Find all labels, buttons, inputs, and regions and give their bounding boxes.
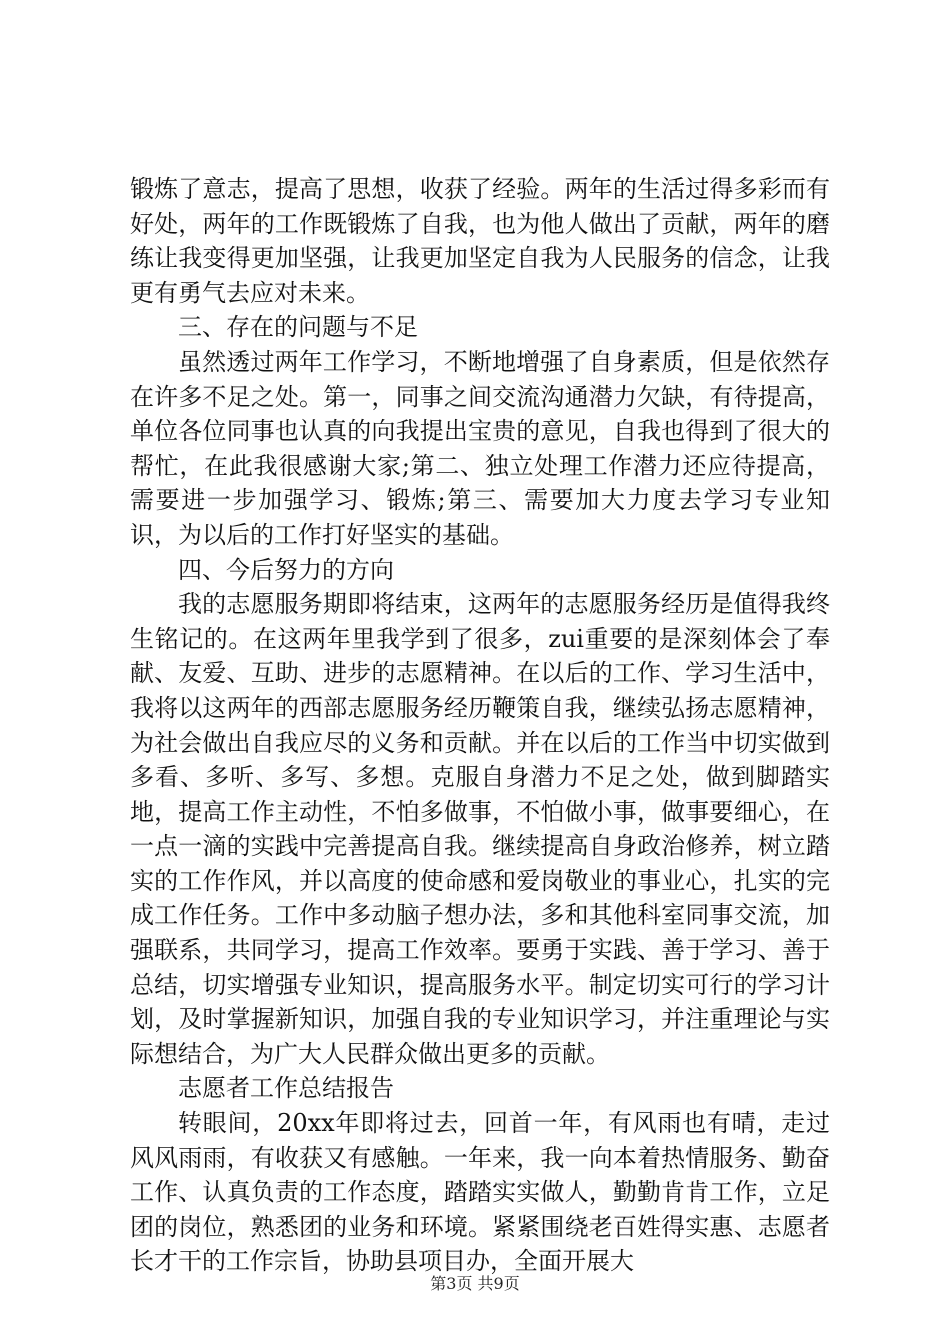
paragraph-report-intro: 转眼间，20xx年即将过去，回首一年，有风雨也有晴，走过风风雨雨，有收获又有感触。一年来，我一向本着热情服务、勤奋工作、认真负责的工作态度，踏踏实实做人，勤勤肯肯工作，立足团的岗位，熟悉团的业务和环境。紧紧围绕老百姓得实惠、志愿者长才干的工作宗旨，协助县项目办，全面开展大 [130, 1109, 830, 1276]
paragraph-continuation: 锻炼了意志，提高了思想，收获了经验。两年的生活过得多彩而有好处，两年的工作既锻炼了自我，也为他人做出了贡献，两年的磨练让我变得更加坚强，让我更加坚定自我为人民服务的信念，让我更有勇气去应对未来。 [130, 175, 830, 307]
page-number-footer: 第3页 共9页 [430, 1274, 520, 1293]
section-heading-future: 四、今后努力的方向 [178, 555, 394, 584]
paragraph-problems: 虽然透过两年工作学习，不断地增强了自身素质，但是依然存在许多不足之处。第一，同事之间交流沟通潜力欠缺，有待提高，单位各位同事也认真的向我提出宝贵的意见，自我也得到了很大的帮忙，在此我很感谢大家;第二、独立处理工作潜力还应待提高，需要进一步加强学习、锻炼;第三、需要加大力度去学习专业知识，为以后的工作打好坚实的基础。 [130, 347, 830, 549]
paragraph-future: 我的志愿服务期即将结束，这两年的志愿服务经历是值得我终生铭记的。在这两年里我学到了很多，zui重要的是深刻体会了奉献、友爱、互助、进步的志愿精神。在以后的工作、学习生活中，我将以这两年的西部志愿服务经历鞭策自我，继续弘扬志愿精神，为社会做出自我应尽的义务和贡献。并在以后的工作当中切实做到多看、多听、多写、多想。克服自身潜力不足之处，做到脚踏实地，提高工作主动性，不怕多做事，不怕做小事，做事要细心，在一点一滴的实践中完善提高自我。继续提高自身政治修养，树立踏实的工作作风，并以高度的使命感和爱岗敬业的事业心，扎实的完成工作任务。工作中多动脑子想办法，多和其他科室同事交流，加强联系，共同学习，提高工作效率。要勇于实践、善于学习、善于总结，切实增强专业知识，提高服务水平。制定切实可行的学习计划，及时掌握新知识，加强自我的专业知识学习，并注重理论与实际想结合，为广大人民群众做出更多的贡献。 [130, 590, 830, 1068]
document-body [130, 172, 830, 1279]
section-heading-problems: 三、存在的问题与不足 [178, 313, 418, 342]
report-title: 志愿者工作总结报告 [178, 1074, 394, 1103]
